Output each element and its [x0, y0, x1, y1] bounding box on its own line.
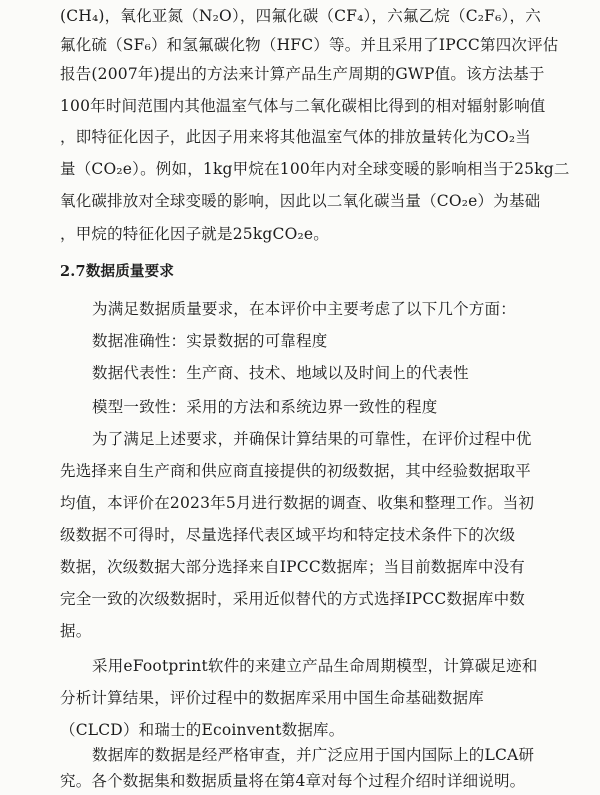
text-line: 究。各个数据集和数据质量将在第4章对每个过程介绍时详细说明。: [60, 772, 526, 790]
text-line: 100年时间范围内其他温室气体与二氧化碳相比得到的相对辐射影响值: [60, 97, 546, 115]
text-line: 氟化硫（SF₆）和氢氟碳化物（HFC）等。并且采用了IPCC第四次评估: [60, 36, 559, 54]
text-line: ，即特征化因子，此因子用来将其他温室气体的排放量转化为CO₂当: [60, 128, 531, 146]
text-line: ，甲烷的特征化因子就是25kgCO₂e。: [60, 225, 329, 243]
text-line: 量（CO₂e）。例如，1kg甲烷在100年内对全球变暖的影响相当于25kg二: [60, 160, 570, 178]
text-line: 完全一致的次级数据时，采用近似替代的方式选择IPCC数据库中数: [60, 590, 525, 608]
text-line: 数据，次级数据大部分选择来自IPCC数据库；当目前数据库中没有: [60, 558, 525, 576]
criterion-representativeness: 数据代表性：生产商、技术、地域以及时间上的代表性: [92, 364, 469, 382]
criterion-consistency: 模型一致性：采用的方法和系统边界一致性的程度: [92, 398, 438, 416]
text-line: （CLCD）和瑞士的Ecoinvent数据库。: [60, 721, 345, 739]
text-line: 数据库的数据是经严格审查，并广泛应用于国内国际上的LCA研: [92, 746, 535, 764]
text-line: 为了满足上述要求，并确保计算结果的可靠性，在评价过程中优: [92, 430, 532, 448]
intro-line: 为满足数据质量要求，在本评价中主要考虑了以下几个方面：: [92, 300, 516, 318]
text-line: 分析计算结果，评价过程中的数据库采用中国生命基础数据库: [60, 689, 484, 707]
text-line: 氧化碳排放对全球变暖的影响，因此以二氧化碳当量（CO₂e）为基础: [60, 192, 541, 210]
text-line: 级数据不可得时，尽量选择代表区域平均和特定技术条件下的次级: [60, 526, 516, 544]
criterion-accuracy: 数据准确性：实景数据的可靠程度: [92, 332, 328, 350]
text-line: 先选择来自生产商和供应商直接提供的初级数据，其中经验数据取平: [60, 462, 532, 480]
text-line: (CH₄)，氧化亚氮（N₂O），四氟化碳（CF₄），六氟乙烷（C₂F₆），六: [60, 7, 541, 25]
text-line: 采用eFootprint软件的来建立产品生命周期模型，计算碳足迹和: [92, 657, 538, 675]
text-line: 报告(2007年)提出的方法来计算产品生产周期的GWP值。该方法基于: [60, 65, 545, 83]
text-line: 据。: [60, 622, 92, 640]
text-line: 均值，本评价在2023年5月进行数据的调查、收集和整理工作。当初: [60, 494, 535, 512]
section-heading: 2.7数据质量要求: [60, 263, 175, 280]
